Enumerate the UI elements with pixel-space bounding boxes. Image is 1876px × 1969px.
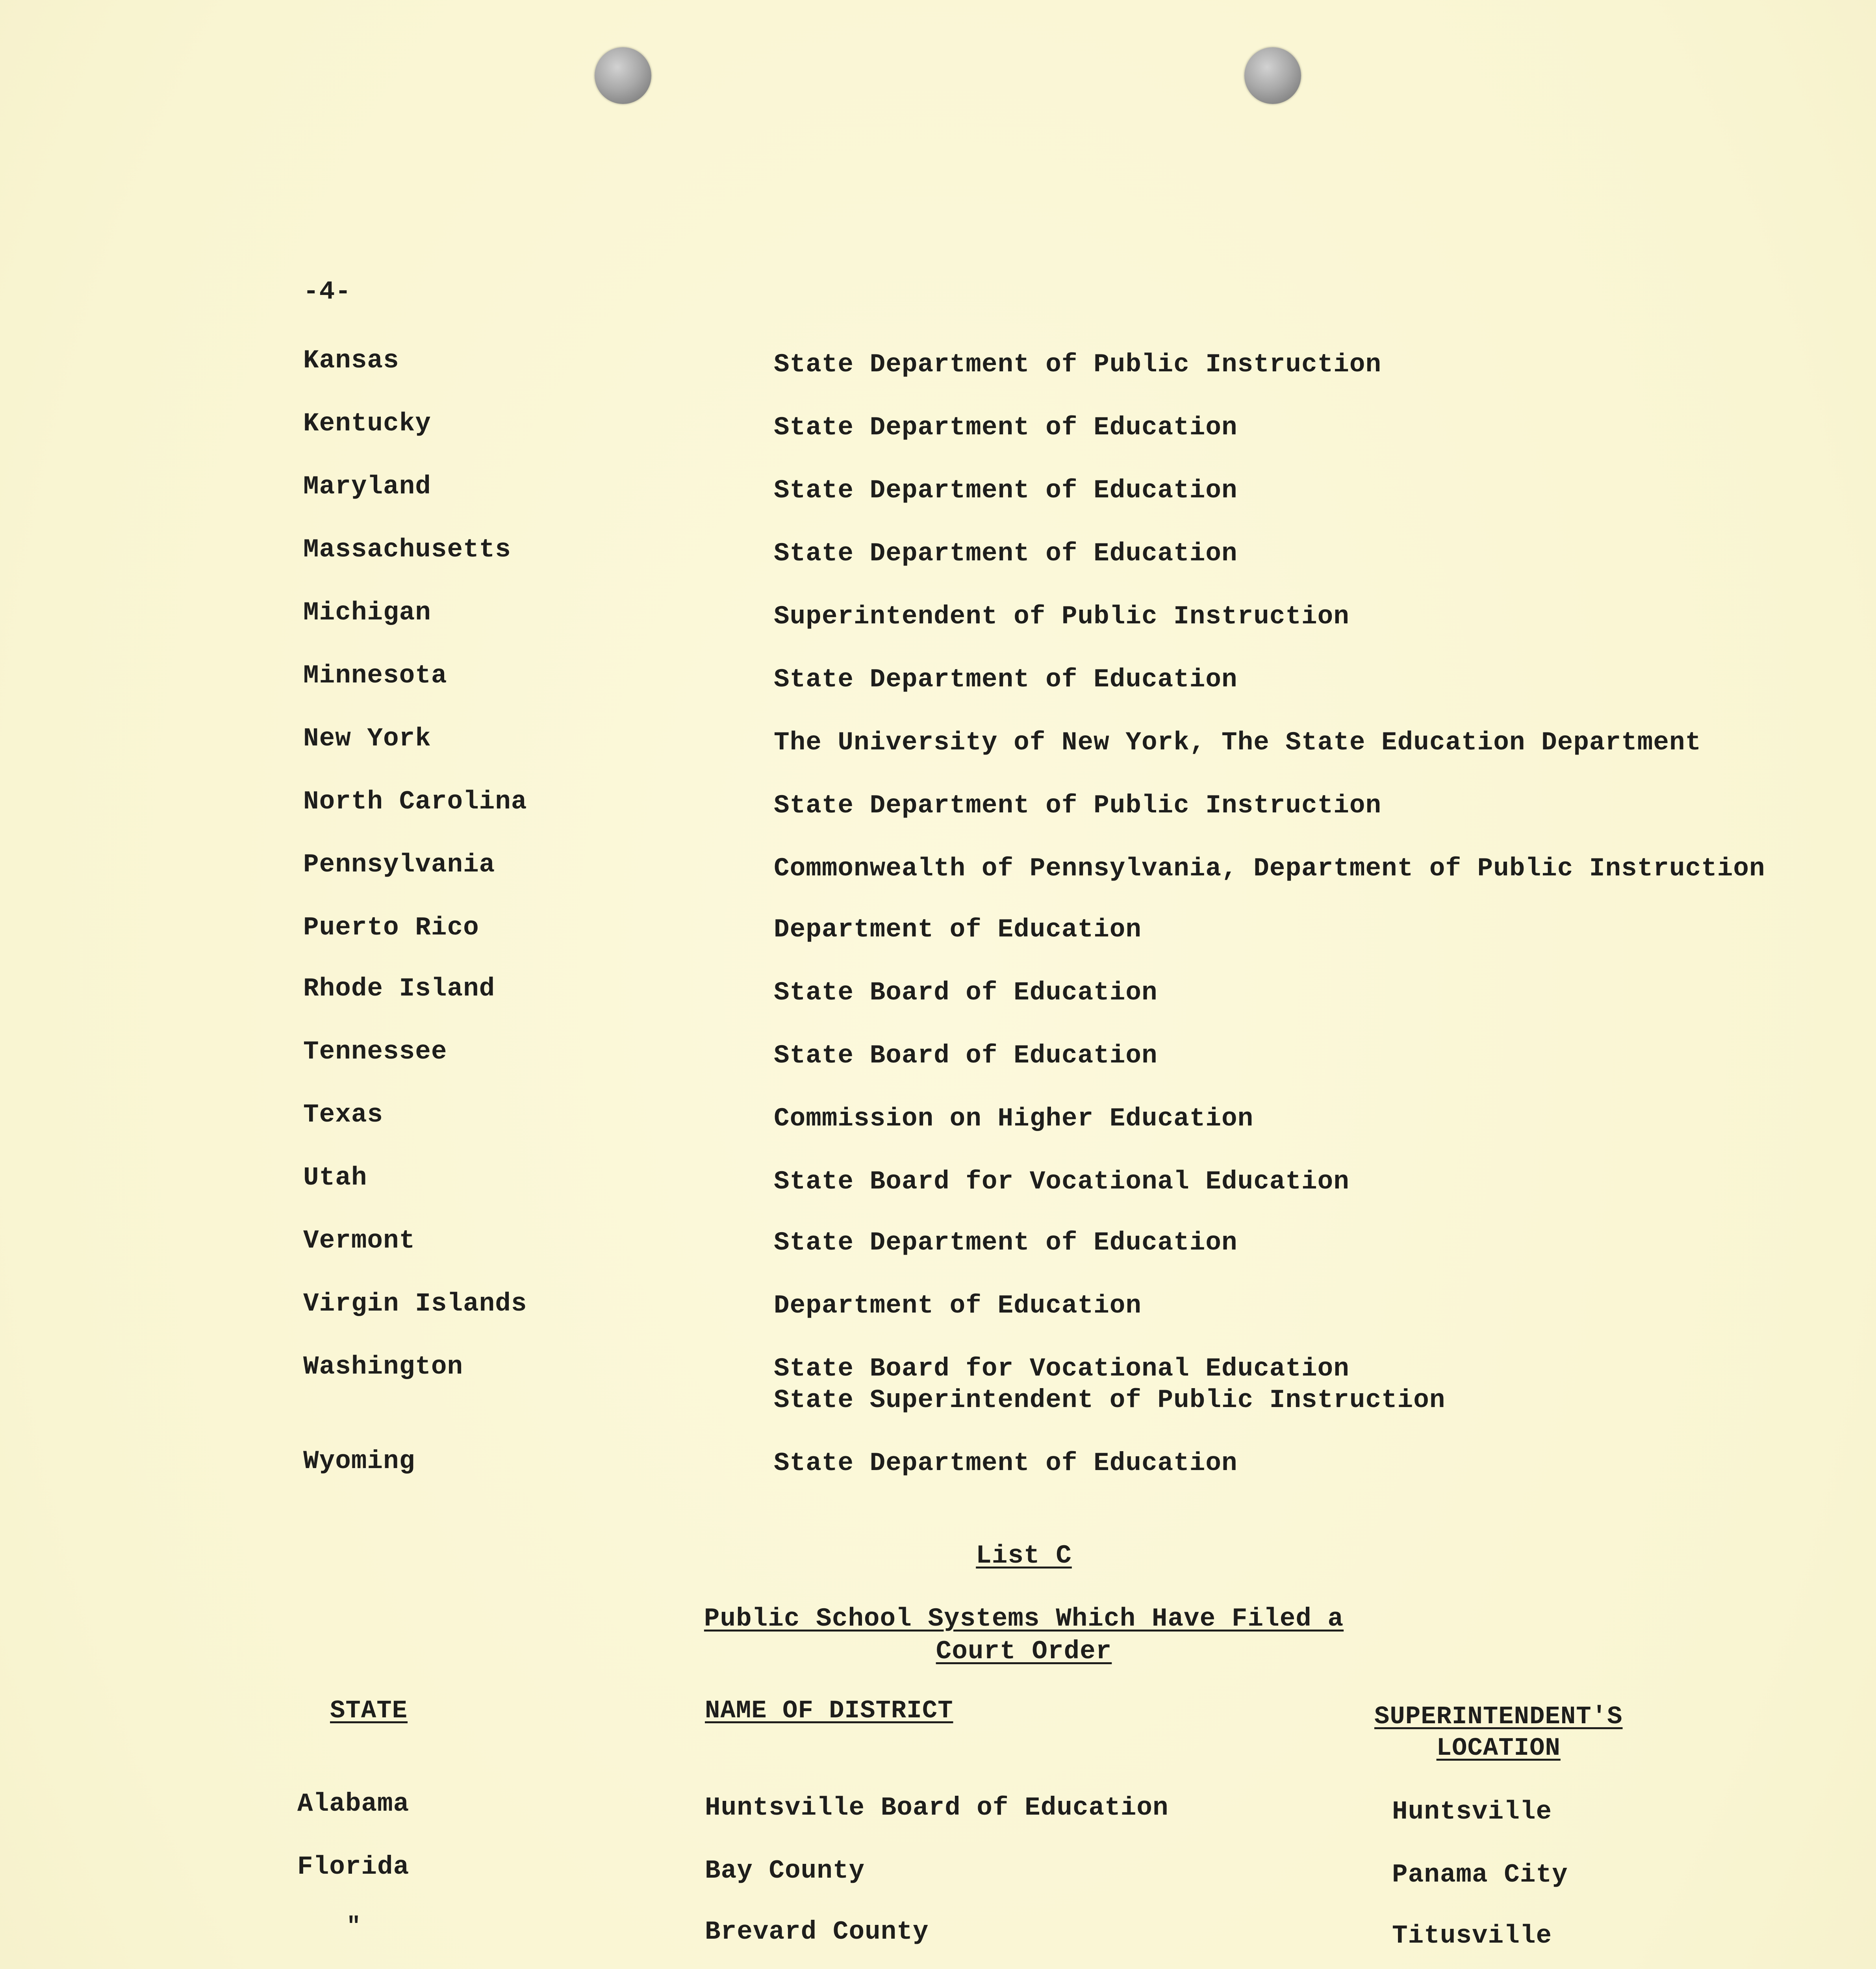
list-b-state: Puerto Rico bbox=[303, 913, 479, 942]
list-c-subtitle-line2: Court Order bbox=[936, 1636, 1112, 1666]
list-c-title: List C bbox=[976, 1541, 1072, 1570]
list-b-state: Tennessee bbox=[303, 1037, 447, 1066]
list-b-state: New York bbox=[303, 724, 431, 753]
list-b-state: Vermont bbox=[303, 1226, 415, 1255]
list-b-agency: State Department of Public Instruction bbox=[774, 350, 1382, 379]
list-b-state: Michigan bbox=[303, 598, 431, 627]
table-cell-district: Bay County bbox=[705, 1856, 865, 1886]
list-b-agency: State Department of Education bbox=[774, 1448, 1238, 1478]
table-cell-district: Brevard County bbox=[705, 1917, 929, 1947]
punch-hole-left bbox=[595, 47, 651, 104]
list-b-agency: Superintendent of Public Instruction bbox=[774, 602, 1350, 631]
list-b-agency: Commonwealth of Pennsylvania, Department of Public Instruction bbox=[774, 854, 1765, 883]
header-superintendent-line1: SUPERINTENDENT'S bbox=[1374, 1703, 1623, 1731]
table-cell-district: Huntsville Board of Education bbox=[705, 1793, 1169, 1823]
list-b-state: Maryland bbox=[303, 472, 431, 501]
list-b-state: Rhode Island bbox=[303, 974, 495, 1003]
list-b-state: Kansas bbox=[303, 346, 399, 375]
list-b-state: North Carolina bbox=[303, 787, 527, 816]
list-b-agency: State Department of Education bbox=[774, 539, 1238, 568]
list-b-state: Washington bbox=[303, 1352, 463, 1381]
list-b-state: Minnesota bbox=[303, 661, 447, 690]
list-b-agency: Department of Education bbox=[774, 1291, 1142, 1320]
list-b-state: Utah bbox=[303, 1163, 367, 1192]
table-cell-state: Florida bbox=[297, 1852, 410, 1882]
list-b-agency: State Department of Education bbox=[774, 413, 1238, 442]
list-b-agency: State Department of Public Instruction bbox=[774, 791, 1382, 820]
list-b-state: Kentucky bbox=[303, 409, 431, 438]
list-c-subtitle bbox=[669, 1603, 1378, 1668]
list-c-title-wrap bbox=[669, 1540, 1378, 1572]
list-b-state: Massachusetts bbox=[303, 535, 511, 564]
list-b-agency: State Department of Education bbox=[774, 1228, 1238, 1257]
page-number: -4- bbox=[303, 277, 351, 306]
list-b-agency: State Department of Education bbox=[774, 476, 1238, 505]
table-cell-location: Panama City bbox=[1392, 1860, 1568, 1889]
list-b-agency: Commission on Higher Education bbox=[774, 1104, 1254, 1133]
list-b-agency: State Department of Education bbox=[774, 665, 1238, 694]
list-b-agency: State Board of Education bbox=[774, 1041, 1158, 1070]
header-superintendent-location bbox=[1374, 1701, 1623, 1764]
list-b-agency: State Board of Education bbox=[774, 978, 1158, 1007]
list-b-agency: State Board for Vocational Education bbox=[774, 1354, 1350, 1383]
table-cell-location: Huntsville bbox=[1392, 1797, 1552, 1826]
list-b-agency: State Board for Vocational Education bbox=[774, 1167, 1350, 1196]
header-superintendent-line2: LOCATION bbox=[1436, 1734, 1561, 1763]
list-b-state: Virgin Islands bbox=[303, 1289, 527, 1318]
table-cell-state: Alabama bbox=[297, 1789, 410, 1819]
list-b-agency: The University of New York, The State Education Department bbox=[774, 728, 1702, 757]
list-b-state: Texas bbox=[303, 1100, 384, 1129]
list-b-state: Wyoming bbox=[303, 1446, 415, 1476]
table-cell-location: Titusville bbox=[1392, 1921, 1552, 1950]
list-c-subtitle-line1: Public School Systems Which Have Filed a bbox=[704, 1604, 1344, 1633]
header-state: STATE bbox=[330, 1697, 408, 1725]
punch-hole-right bbox=[1244, 47, 1301, 104]
list-b-agency-line2: State Superintendent of Public Instruction bbox=[774, 1385, 1446, 1415]
list-b-agency: Department of Education bbox=[774, 915, 1142, 944]
header-district: NAME OF DISTRICT bbox=[705, 1697, 953, 1725]
list-b-state: Pennsylvania bbox=[303, 850, 495, 879]
table-cell-state-ditto: " bbox=[347, 1913, 361, 1940]
